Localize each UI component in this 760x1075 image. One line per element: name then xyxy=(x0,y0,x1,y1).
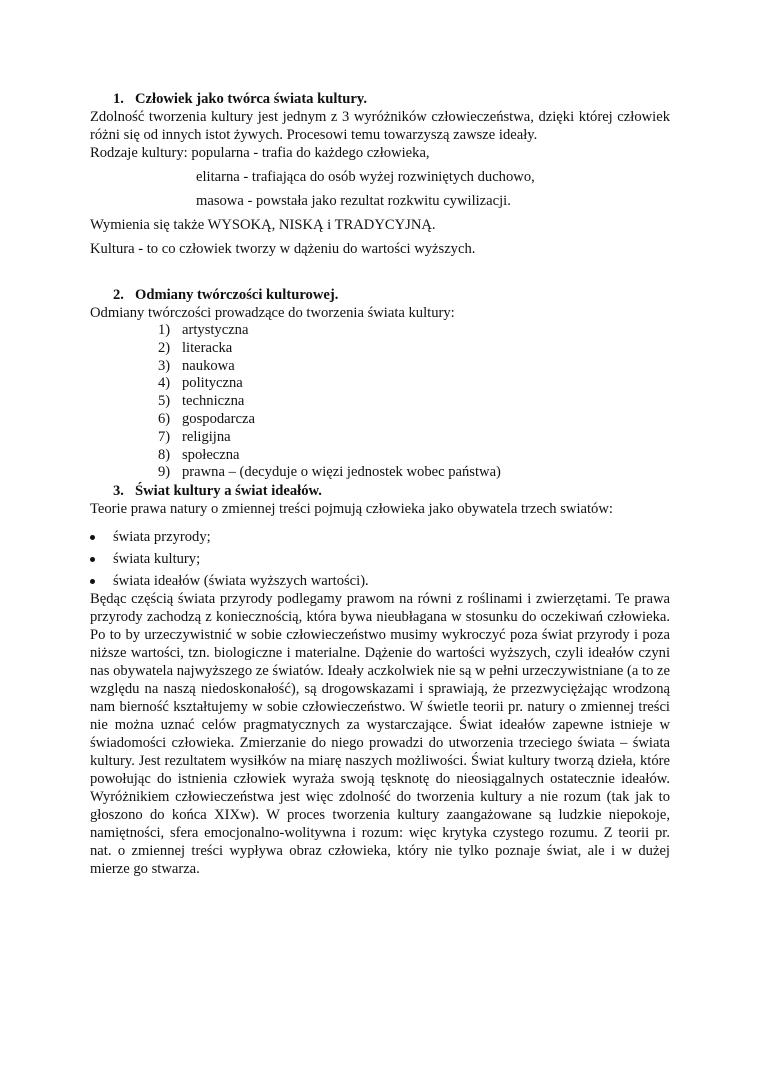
list-item-text: techniczna xyxy=(182,393,245,410)
section1-masowa: masowa - powstała jako rezultat rozkwitu cywilizacji. xyxy=(196,193,511,209)
section3-number: 3. xyxy=(113,483,124,500)
section1-definition: Kultura - to co człowiek tworzy w dążeniu do wartości wyższych. xyxy=(90,241,476,257)
list-item-number: 7) xyxy=(158,428,171,445)
section2-title: Odmiany twórczości kulturowej. xyxy=(135,287,339,303)
section3-heading xyxy=(90,482,670,500)
section3-intro: Teorie prawa natury o zmiennej treści pojmują człowieka jako obywatela trzech swiatów: xyxy=(90,501,613,518)
list-item xyxy=(90,393,670,411)
list-item-number: 3) xyxy=(158,357,171,374)
bullet-text: świata kultury; xyxy=(113,551,201,568)
list-item xyxy=(90,447,670,465)
bullet-text: świata ideałów (świata wyższych wartości). xyxy=(113,573,369,590)
section3-body: Będąc częścią świata przyrody podlegamy prawom na równi z roślinami i zwierzętami. Te prawa przyrody zachodzą z koniecznością, która bywa nieubłagana w stosunku do oczekiwań człowieka. Po to by urzeczywistnić w sobie człowieczeństwo musimy wykroczyć poza świat przyrody i poza niższe wartości, tzn. biologiczne i materialne. Dążenie do wartości wyższych, czyli ideałów czyni nas obywatela najwyższego ze światów. Ideały aczkolwiek nie są w pełni urzeczywistniane (a to ze względu na naszą niedoskonałość), są drogowskazami i sprawiają, że przezwyciężając wrodzoną nam bierność kształtujemy w sobie człowieczeństwo. W świetle teorii pr. natury o zmiennej treści nie można uznać celów pragmatycznych za wystarczające. Świat ideałów zapewne istnieje w świadomości człowieka. Zmierzanie do niego prowadzi do utworzenia trzeciego świata – świata kultury. Jest rezultatem wysiłków na miarę naszych możliwości. Świat kultury tworzą dzieła, które powołując do istnienia człowiek wyraża swoją tęsknotę do nieosiągalnych ostatecznie ideałów. Wyróżnikiem człowieczeństwa jest więc zdolność do tworzenia kultury a nie rozum (tak jak to głoszono do końca XIXw). W proces tworzenia kultury zaangażowane są ludzkie niepokoje, namiętności, sfera emocjonalno-wolitywna i rozum: więc krytyka czystego rozumu. Z teorii pr. nat. o zmiennej treści wypływa obraz człowieka, który nie tylko poznaje świat, ale i w dużej mierze go stwarza. xyxy=(90,591,670,878)
list-item-number: 4) xyxy=(158,375,171,392)
list-item xyxy=(90,429,670,447)
bullet-item xyxy=(90,572,670,590)
section2-heading xyxy=(90,286,670,304)
list-item xyxy=(90,358,670,376)
list-item xyxy=(90,375,670,393)
list-item-number: 9) xyxy=(158,464,171,481)
bullet-text: świata przyrody; xyxy=(113,529,211,546)
list-item-number: 1) xyxy=(158,322,171,338)
section2-intro: Odmiany twórczości prowadzące do tworzenia świata kultury: xyxy=(90,305,455,321)
section2-number: 2. xyxy=(113,287,124,303)
bullet-dot-icon xyxy=(90,557,95,562)
bullet-item xyxy=(90,550,670,568)
section1-elitarna: elitarna - trafiająca do osób wyżej rozwiniętych duchowo, xyxy=(196,169,535,185)
section1-types-line: Rodzaje kultury: popularna - trafia do każdego człowieka, xyxy=(90,145,430,161)
list-item-text: prawna – (decyduje o więzi jednostek wobec państwa) xyxy=(182,464,501,481)
section2-list xyxy=(90,322,670,482)
list-item xyxy=(90,464,670,482)
bullet-dot-icon xyxy=(90,535,95,540)
list-item-text: religijna xyxy=(182,428,231,445)
list-item-text: literacka xyxy=(182,339,233,356)
list-item-text: społeczna xyxy=(182,446,240,463)
list-item-text: polityczna xyxy=(182,375,243,392)
list-item-number: 8) xyxy=(158,446,171,463)
section1-title: Człowiek jako twórca świata kultury. xyxy=(135,91,368,107)
list-item-text: naukowa xyxy=(182,357,235,374)
bullet-dot-icon xyxy=(90,579,95,584)
section1-heading xyxy=(90,90,670,108)
list-item-number: 2) xyxy=(158,339,171,356)
bullet-item xyxy=(90,528,670,546)
list-item xyxy=(90,411,670,429)
list-item-number: 6) xyxy=(158,410,171,427)
section1-number: 1. xyxy=(113,91,124,107)
list-item-number: 5) xyxy=(158,393,171,410)
section1-intro: Zdolność tworzenia kultury jest jednym z 3 wyróżników człowieczeństwa, dzięki której człowiek różni się od innych istot żywych. Procesowi temu towarzyszą zawsze ideały. xyxy=(90,109,670,143)
list-item-text: artystyczna xyxy=(182,322,249,338)
list-item xyxy=(90,322,670,340)
section3-title: Świat kultury a świat ideałów. xyxy=(135,483,322,500)
document-page xyxy=(90,90,670,878)
section1-also: Wymienia się także WYSOKĄ, NISKĄ i TRADYCYJNĄ. xyxy=(90,217,436,233)
section3-bullets xyxy=(90,528,670,590)
list-item-text: gospodarcza xyxy=(182,410,255,427)
list-item xyxy=(90,340,670,358)
